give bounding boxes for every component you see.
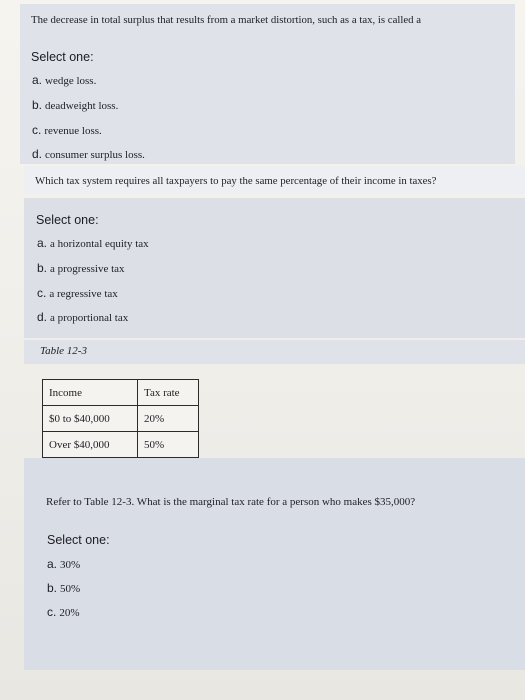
option-text: 50% [60,583,81,595]
table-cell-rate: 20% [138,406,199,432]
option-letter: c. [32,123,42,137]
question-3-option-b[interactable] [47,581,80,595]
question-2-option-d[interactable] [37,310,128,324]
option-letter: b. [37,261,48,275]
question-3-prompt: Refer to Table 12-3. What is the marginal tax rate for a person who makes $35,000? [46,496,416,508]
question-3-option-c[interactable] [47,605,80,619]
table-cell-income: Over $40,000 [43,432,138,458]
option-letter: a. [32,73,43,87]
question-2-option-a[interactable] [37,236,149,250]
question-2-option-c[interactable] [37,286,118,300]
option-letter: c. [47,605,57,619]
question-1-prompt: The decrease in total surplus that results from a market distortion, such as a tax, is called a [31,14,422,26]
option-text: deadweight loss. [45,100,119,112]
option-text: a horizontal equity tax [50,238,149,250]
tax-rate-table [42,379,199,458]
question-2-prompt: Which tax system requires all taxpayers to pay the same percentage of their income in taxes? [35,175,437,187]
table-header-tax-rate: Tax rate [138,380,199,406]
question-2-option-b[interactable] [37,261,125,275]
question-3-select-label: Select one: [47,533,110,547]
table-header-row [43,380,199,406]
option-letter: c. [37,286,47,300]
option-letter: a. [37,236,48,250]
option-letter: d. [32,147,43,161]
option-text: wedge loss. [45,75,97,87]
question-1-select-label: Select one: [31,50,94,64]
table-cell-rate: 50% [138,432,199,458]
option-text: a progressive tax [50,263,125,275]
table-caption-bar [24,340,525,364]
question-1-option-d[interactable] [32,147,145,161]
table-row [43,406,199,432]
question-1-option-c[interactable] [32,123,102,137]
table-header-income: Income [43,380,138,406]
question-3-panel [24,458,525,670]
option-letter: d. [37,310,48,324]
option-text: consumer surplus loss. [45,149,145,161]
option-letter: a. [47,557,58,571]
table-cell-income: $0 to $40,000 [43,406,138,432]
option-text: revenue loss. [44,125,102,137]
option-letter: b. [47,581,58,595]
question-2-select-label: Select one: [36,213,99,227]
question-1-option-a[interactable] [32,73,96,87]
option-text: 20% [59,607,80,619]
table-row [43,432,199,458]
question-3-option-a[interactable] [47,557,80,571]
option-text: a proportional tax [50,312,129,324]
option-text: 30% [60,559,81,571]
option-letter: b. [32,98,43,112]
table-caption: Table 12-3 [40,345,87,357]
question-1-option-b[interactable] [32,98,118,112]
option-text: a regressive tax [49,288,118,300]
